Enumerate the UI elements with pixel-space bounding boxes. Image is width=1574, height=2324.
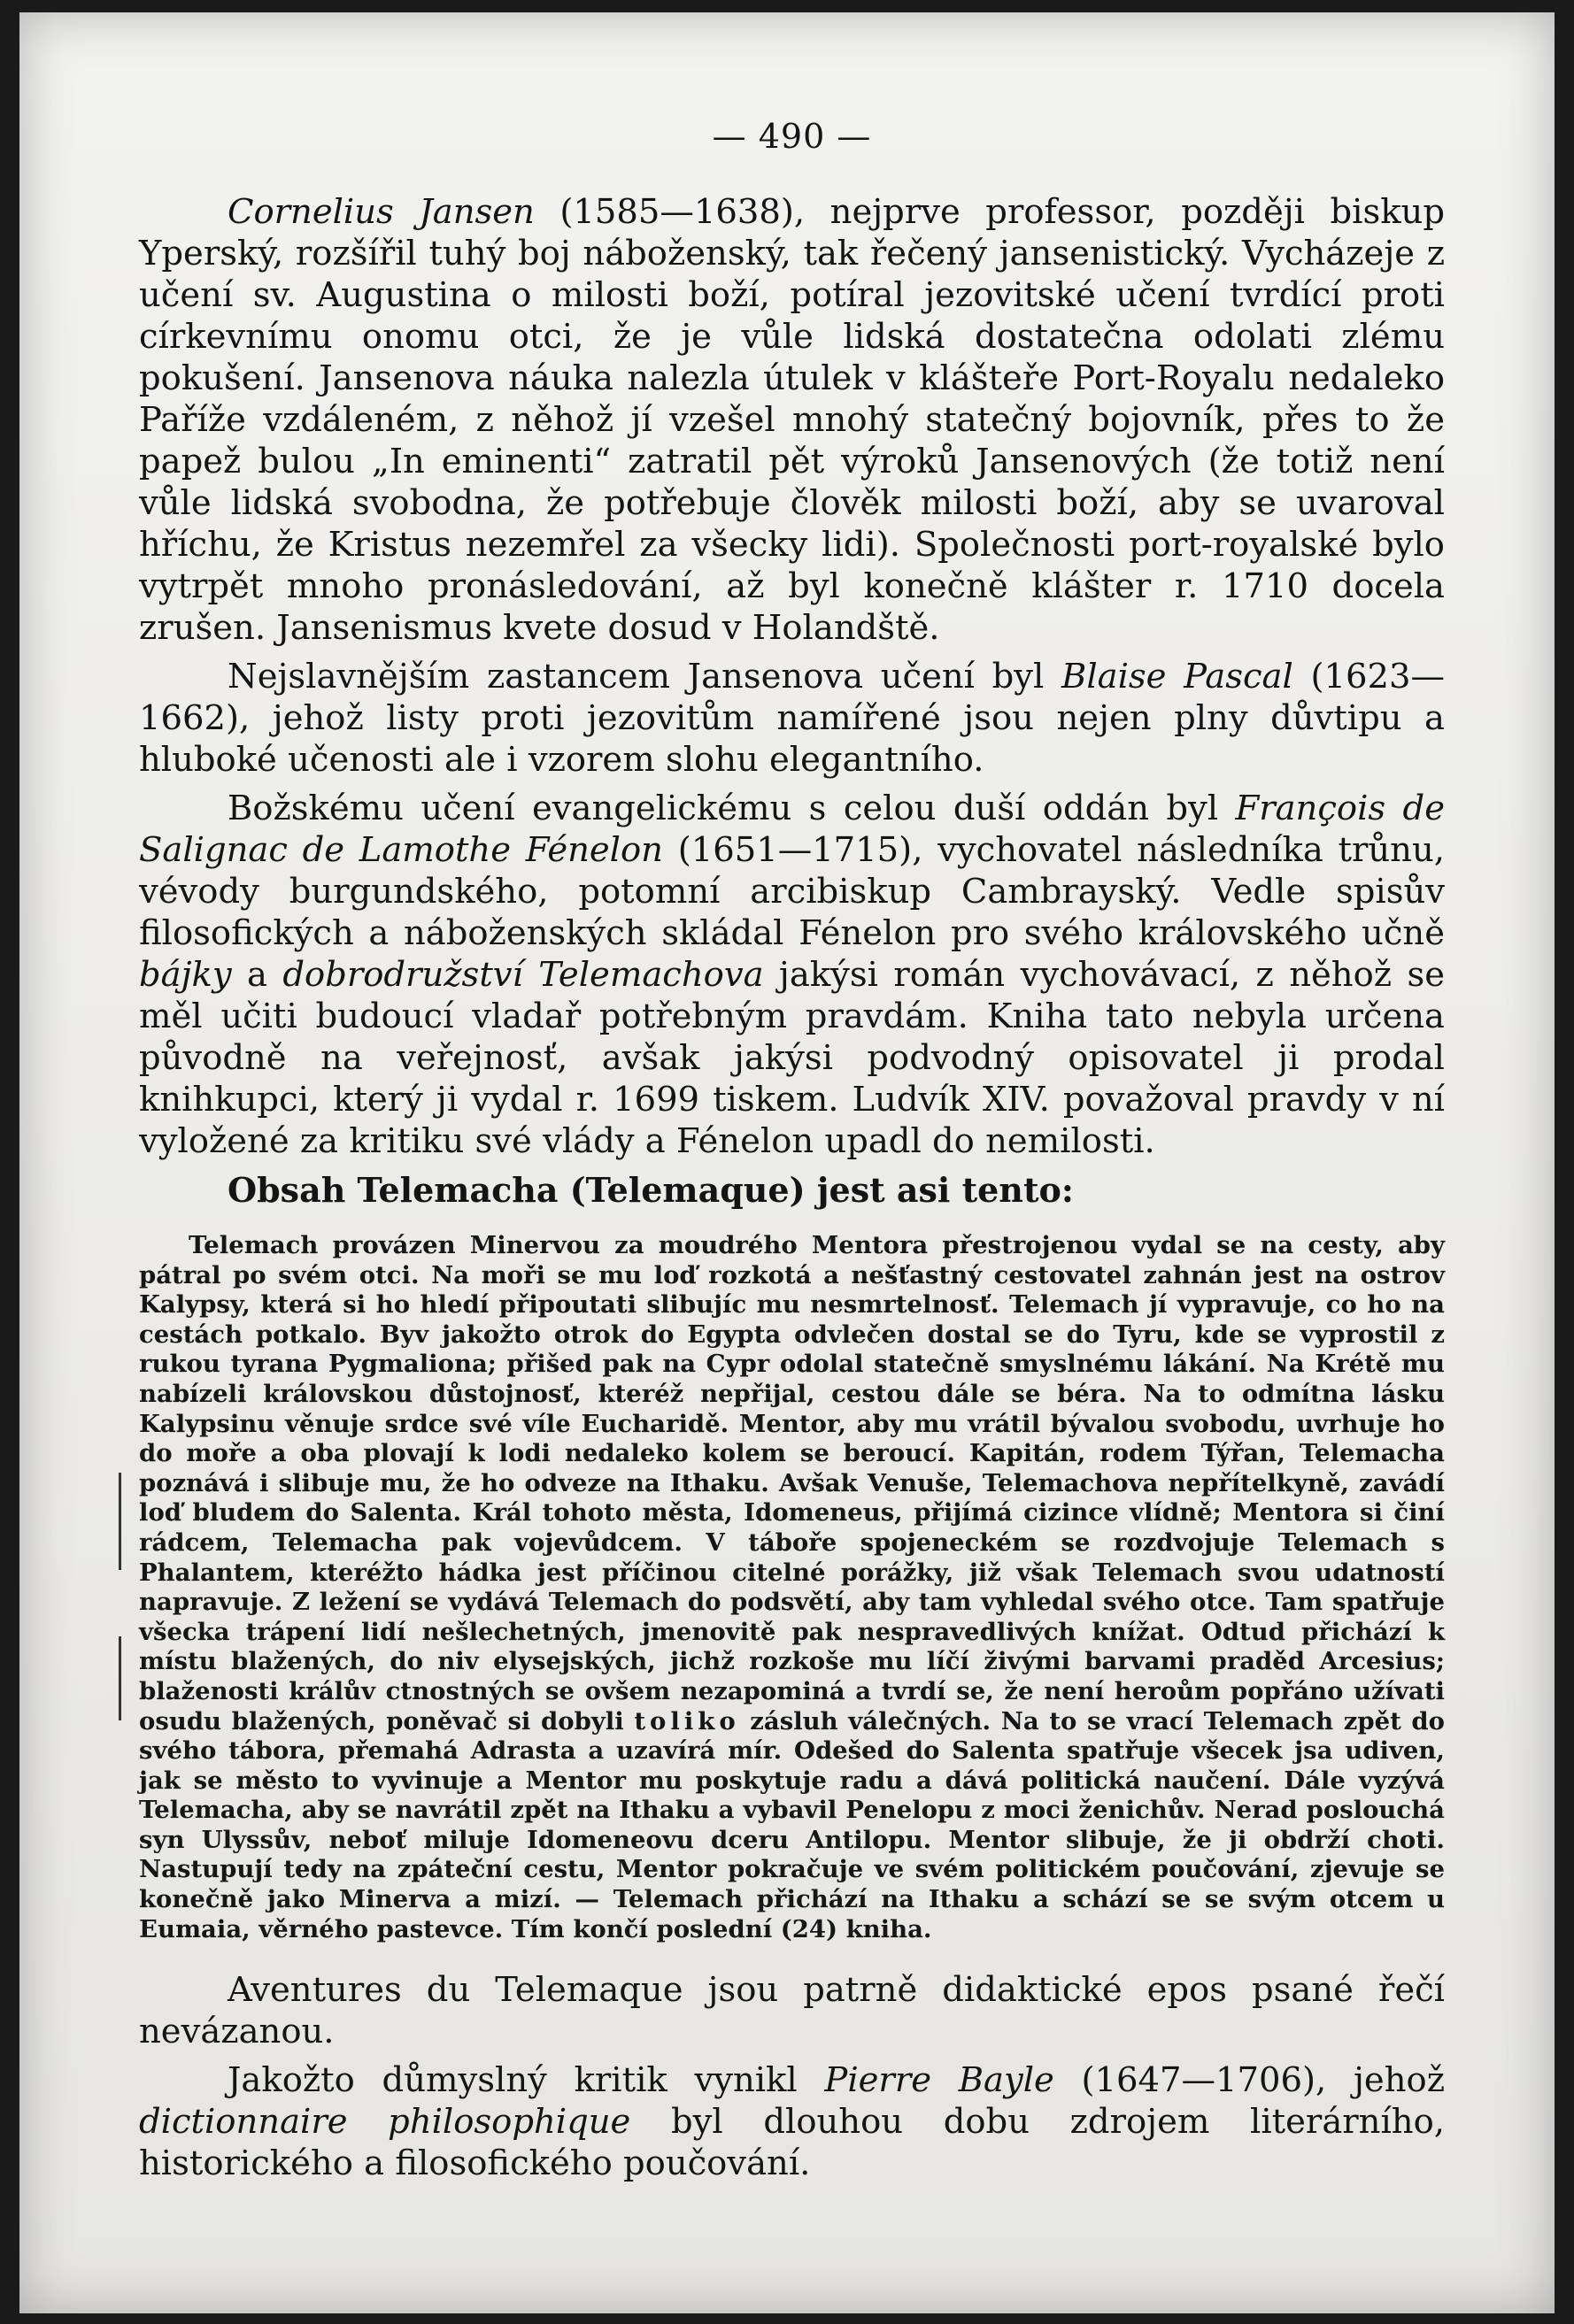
person-name: Cornelius Jansen <box>228 192 535 232</box>
person-name: Pierre Bayle <box>824 2060 1054 2101</box>
summary-text: Telemach provázen Minervou za moudrého Mentora přestrojenou vydal se na cesty, aby pátral po svém otci. Na moři se mu loď rozkotá a nešťastný cestovatel zahnán jest na ostrov Kalypsy, která si ho hledí připoutati slibujíc mu nesmrtelnosť. Telemach jí vypravuje, co ho na cestách potkalo. Byv jakožto otrok do Egypta odvlečen dostal se do Tyru, kde se vyprostil z rukou tyrana Pygmaliona; přišed pak na Cypr odolal statečně smyslnému lákání. Na Krétě mu nabízeli královskou důstojnosť, kteréž nepřijal, cestou dále se béra. Na to odmítna lásku Kalypsinu věnuje srdce své víle Eucharidě. Mentor, aby mu vrátil bývalou svobodu, uvrhuje ho do moře a oba plovají k lodi nedaleko kolem se beroucí. Kapitán, rodem Týřan, Telemacha poznává i slibuje mu, že ho odveze na Ithaku. Avšak Venuše, Telemachova nepřítelkyně, zavádí loď bludem do Salenta. Král tohoto města, Idomeneus, přijímá cizince vlídně; Mentora si činí rádcem, Telemacha pak vojevůdcem. V táboře spojeneckém se rozdvojuje Telemach s Phalantem, kteréžto hádka jest příčinou citelné porážky, již však Telemach svou udatností napravuje. Z ležení se vydává Telemach do podsvětí, aby tam vyhledal svého otce. Tam spatřuje všecka trápení lidí nešlechetných, jmenovitě pak nespravedlivých knížat. Odtud přichází k místu blažených, do niv elysejských, jichž rozkoše mu líčí živými barvami praděd Arcesius; blaženosti králův ctnostných se ovšem nezapominá a tvrdí se, že není heroům popřáno užívati osudu blažených, poněvač si dobyli <box>139 1231 1445 1735</box>
paragraph-pascal <box>139 656 1445 781</box>
work-title: bájky <box>139 955 232 995</box>
section-heading: Obsah Telemacha (Telemaque) jest asi tento: <box>228 1170 1074 1210</box>
scanned-page <box>19 12 1555 2313</box>
paragraph-fenelon <box>139 788 1445 1162</box>
paragraph-aventures: Aventures du Telemaque jsou patrně didaktické epos psané řečí nevázanou. <box>139 1970 1445 2052</box>
page-content <box>139 101 1445 2191</box>
paragraph-text: byl dlouhou dobu zdrojem literárního, historického a filosofického poučování. <box>139 2102 1446 2184</box>
work-title: dobrodružství Telemachova <box>282 955 764 995</box>
paragraph-text: (1647—1706), jehož <box>1053 2060 1445 2101</box>
person-name: Blaise Pascal <box>1061 657 1293 696</box>
margin-mark <box>119 1636 121 1720</box>
emphasized-word: toliko <box>634 1706 740 1735</box>
work-title: dictionnaire philosophique <box>139 2102 631 2143</box>
person-name: François de Salignac de Lamothe Fénelon <box>139 789 1445 870</box>
paragraph-text: a <box>231 955 283 995</box>
paragraph-jansen <box>139 191 1445 649</box>
telemach-summary <box>139 1231 1445 1944</box>
paragraph-text: (1651—1715), vychovatel následníka trůnu, vévody burgundského, potomní arcibiskup Cambrayský. Vedle spisův filosofických a náboženských skládal Fénelon pro svého královského učně <box>139 830 1445 953</box>
paragraph-text: Nejslavnějším zastancem Jansenova učení byl <box>228 657 1062 696</box>
summary-text: zásluh válečných. Na to se vrací Telemach zpět do svého tábora, přemahá Adrasta a uzavírá mír. Odešed do Salenta spatřuje všecek jsa udiven, jak se město to vyvinuje a Mentor mu poskytuje radu a dává politická naučení. Dále vyzývá Telemacha, aby se navrátil zpět na Ithaku a vybavil Penelopu z moci ženichův. Nerad poslouchá syn Ulyssův, neboť miluje Idomeneovu dceru Antilopu. Mentor slibuje, že ji obdrží choti. Nastupují tedy na zpáteční cestu, Mentor pokračuje ve svém politickém poučování, zjevuje se konečně jako Minerva a mizí. — Telemach přichází na Ithaku a schází se se svým otcem u Eumaia, věrného pastevce. Tím končí poslední (24) kniha. <box>139 1706 1445 1943</box>
paragraph-text: (1623—1662), jehož listy proti jezovitům namířené jsou nejen plny důvtipu a hluboké učenosti ale i vzorem slohu elegantního. <box>139 657 1445 780</box>
paragraph-text: Jakožto důmyslný kritik vynikl <box>228 2060 825 2101</box>
paragraph-text: (1585—1638), nejprve professor, později biskup Yperský, rozšířil tuhý boj náboženský, tak řečený jansenistický. Vycházeje z učení sv. Augustina o milosti boží, potíral jezovitské učení tvrdící proti církevnímu onomu otci, že je vůle lidská dostatečna odolati zlému pokušení. Jansenova náuka nalezla útulek v klášteře Port-Royalu nedaleko Paříže vzdáleném, z něhož jí vzešel mnohý statečný bojovník, přes to že papež bulou „In eminenti“ zatratil pět výroků Jansenových (že totiž není vůle lidská svobodna, že potřebuje člověk milosti boží, aby se uvaroval hříchu, že Kristus nezemřel za všecky lidi). Společnosti port-royalské bylo vytrpět mnoho pronásledování, až byl konečně klášter r. 1710 docela zrušen. Jansenismus kvete dosud v Holandště. <box>139 192 1446 648</box>
margin-mark <box>119 1473 121 1570</box>
paragraph-text: jakýsi román vychovávací, z něhož se měl učiti budoucí vladař potřebným pravdám. Kniha tato nebyla určena původně na veřejnosť, avšak jakýsi podvodný opisovatel ji prodal knihkupci, který ji vydal r. 1699 tiskem. Ludvík XIV. považoval pravdy v ní vyložené za kritiku své vlády a Fénelon upadl do nemilosti. <box>139 955 1445 1161</box>
paragraph-text: Božskému učení evangelickému s celou duší oddán byl <box>228 789 1236 828</box>
paragraph-bayle <box>139 2059 1445 2184</box>
page-number: — 490 — <box>712 117 872 156</box>
